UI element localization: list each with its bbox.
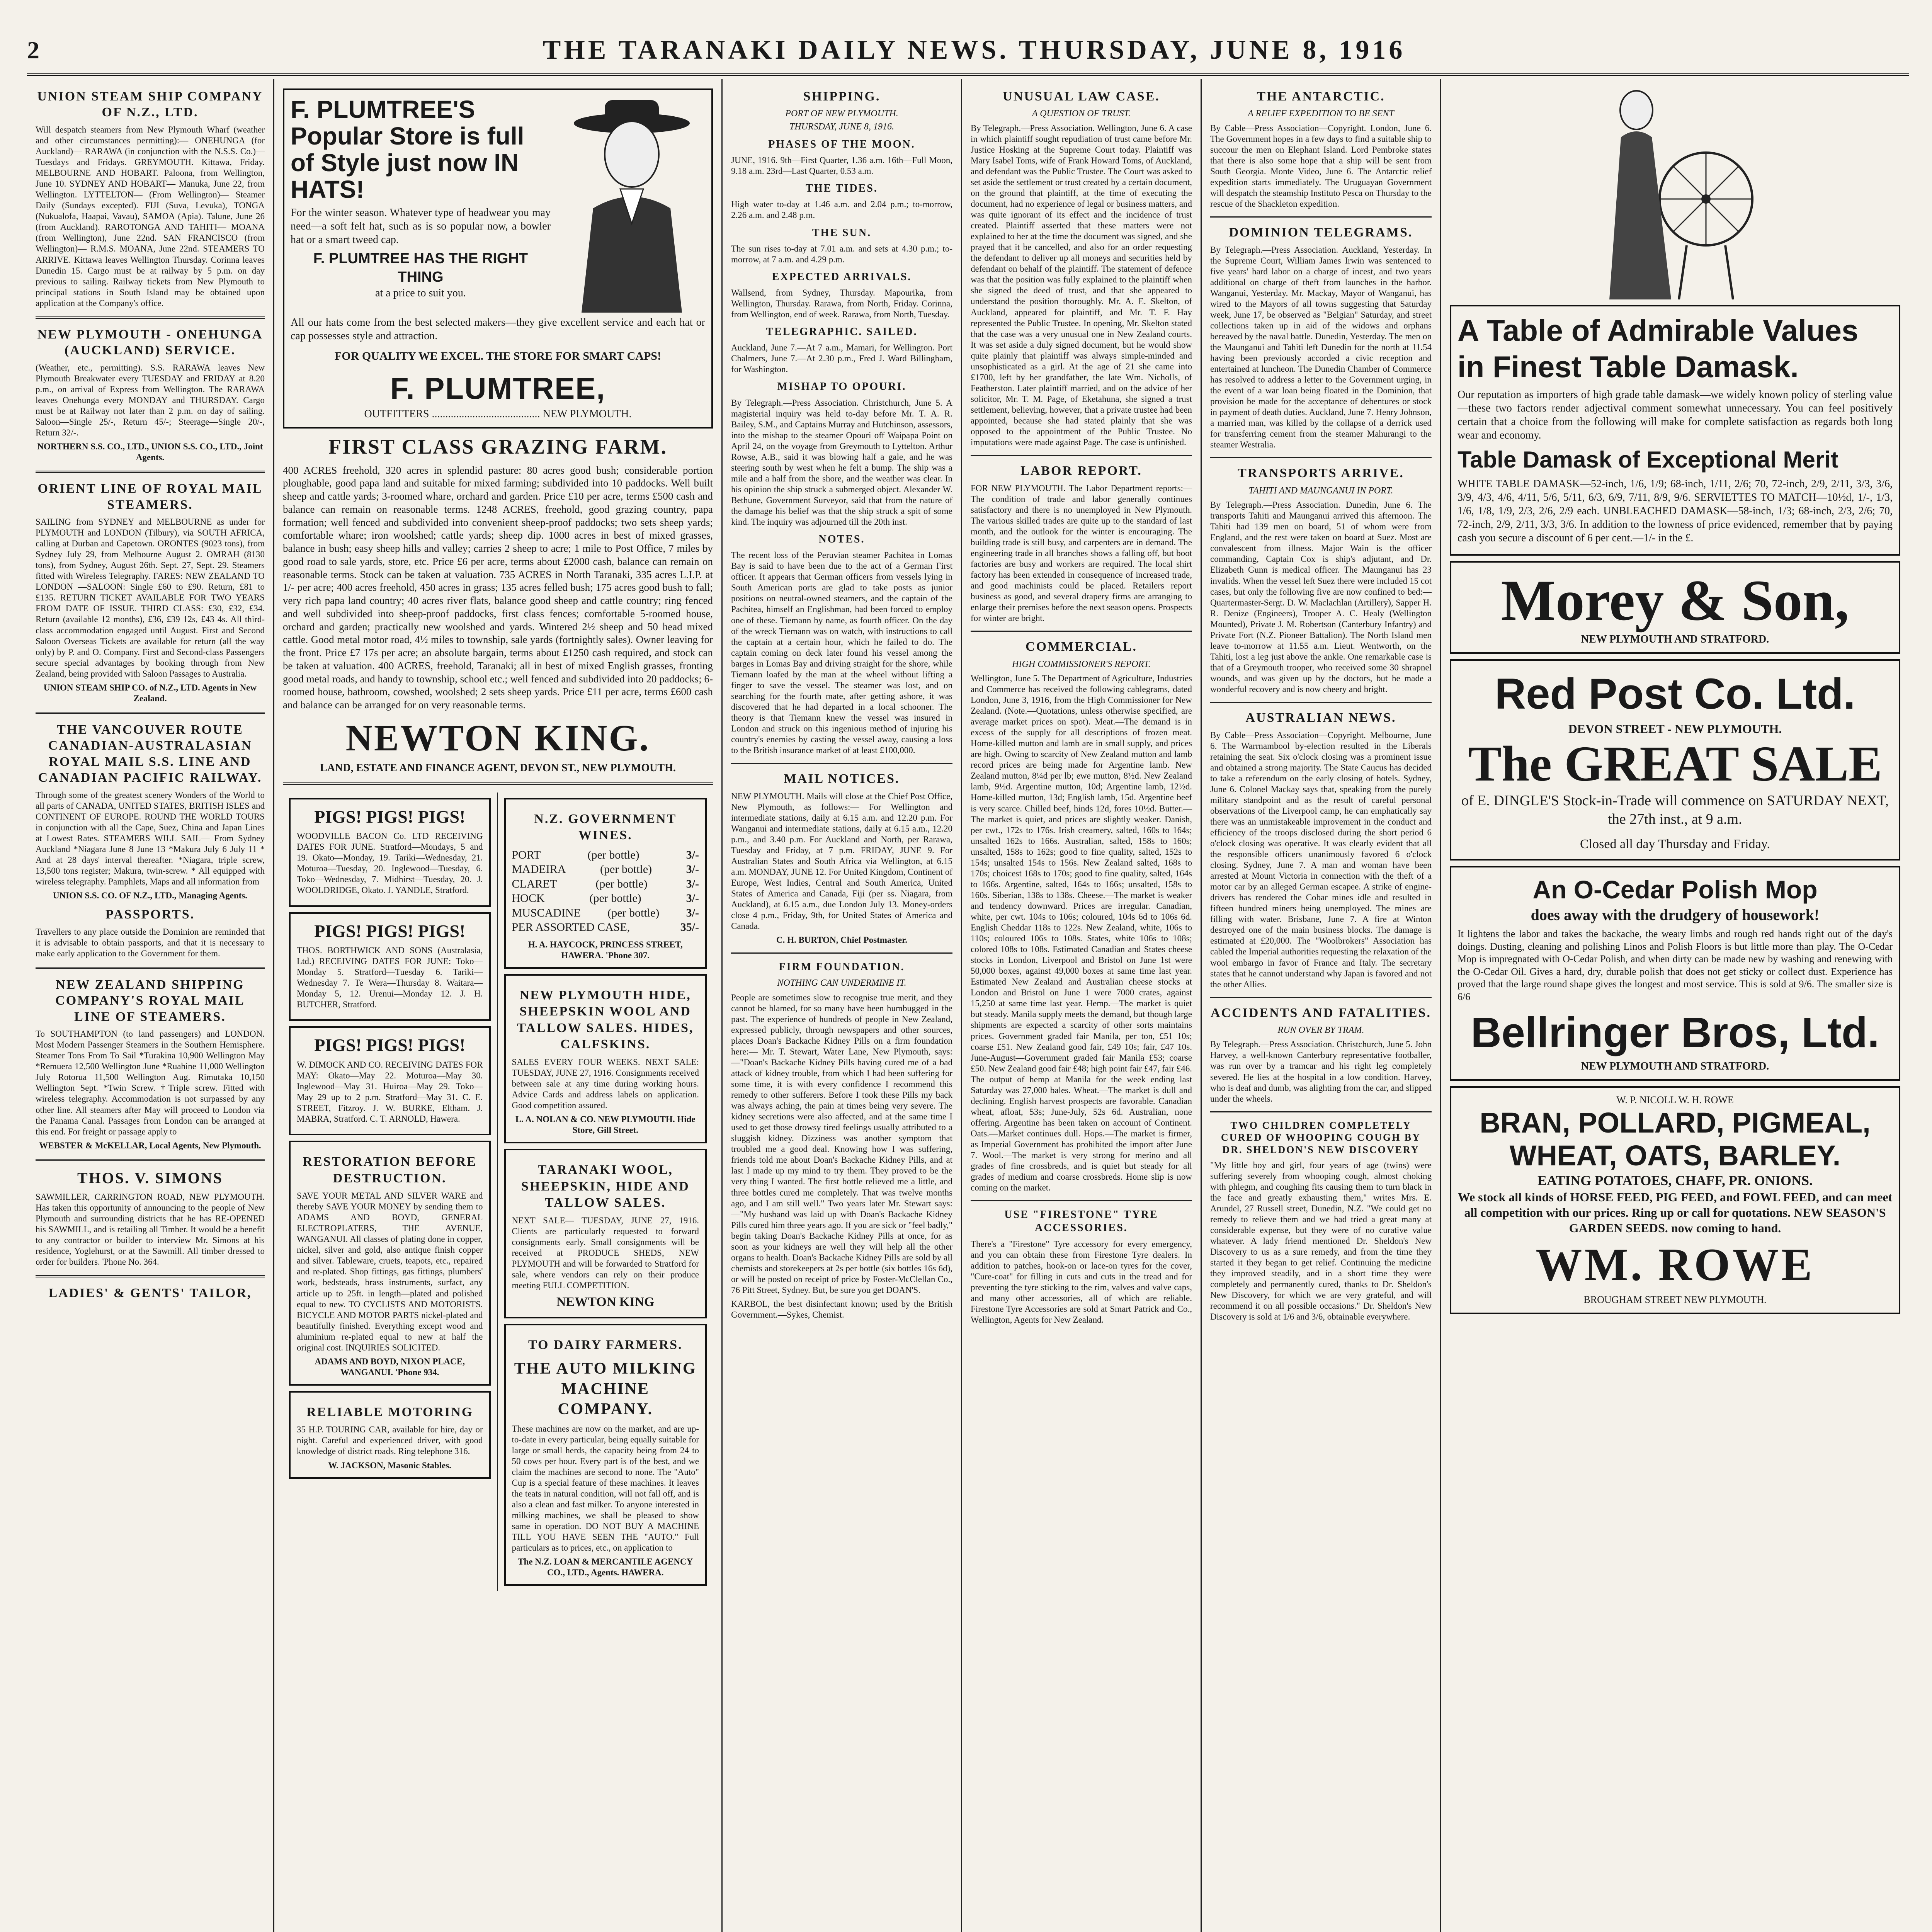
commercial-body: Wellington, June 5. The Department of Agriculture, Industries and Commerce has received the following cablegrams, dated London, June 3, 1916, from the High Commissioner for New Zealand. (Note.—Quotations, unless otherwise specified, are average market prices on spot). Meat.—The demand is in excess of the supply for all descriptions of frozen meat. Home-killed mutton and lamb are in small supply, and prices are high. Owing to scarcity of New Zealand mutton and lamb record prices are being made for Argentine lamb. New Zealand mutton, 8¼d per lb; ewe mutton, 8½d. New Zealand lamb, 9½d. Argentine mutton, 10d; Argentine lamb, 12½d. Home-killed mutton, 13d; English lamb, 15d. Argentine beef is very scarce. Chilled beef, hinds 12d, fores 10½d. Butter.—The market is quiet, and prices are slightly weaker. Danish, per cwt., 172s to 176s. Irish creamery, salted, 160s to 164s; unsalted 162s to 166s. Australian, salted, 158s to 160s; unsalted, 158s to 162s; good to fine quality, salted, 152s to 154s; unsalted 154s to 156s. New Zealand salted, 168s to 170s; choicest 168s to 170s; good to fine quality, salted, 164s to 166s. Argentine, salted, 164s to 166s; unsalted, 158s to 160s. Siberian, 138s to 138s. Cheese.—The market is weaker and tendency downward. Prices are irregular. Canadian, white, per cwt. 104s to 106s; coloured, 104s 6d to 106s 6d. English Cheddar 118s to 122s. New Zealand, white, 106s to 110s; coloured 106s to 108s. States, white 106s to 108s; colored 108s to 108s. Estimated Canadian and States cheese stocks in London, Liverpool and Bristol on June 1st were 50,000 boxes, against 49,000 boxes at same time last year. Estimated New Zealand and Australian cheese stocks at London and Bristol on June 1 were 7000 crates, against 15,250 at same time last year. Hemp.—The market is quiet but steady. Manila supply meets the demand, but though large shipments are expected a scarcity of other sorts maintains prices. Government graded fair Manila, per ton, £51 10s; coarse £51. New Zealand good fair, £49 10s; fair, £47 10s. June-August—Government graded fair Manila £53; coarse £50. New Zealand good fair £48; high point fair £47, fair £46. The output of hemp at Manila for the week ending last Saturday was 27,000 bales. Wheat.—The market is dull and declining. English harvest prospects are favorable. Canadian wheat, afloat, 53s; June-July, 52s 6d. Australian, none offering. Argentine has been taken on account of Continent. Oats.—Market continues dull. Hops.—The market is firmer, as Imperial Government has prohibited the import after June 7. Wool.—The market is very strong for merino and all grades of fine crossbreds, and is quiet but steady for all grades of medium and coarse crossbreds. Home slip is now coming on the market. xyxy=(971,673,1192,1193)
wine-price: 3/- xyxy=(686,848,699,861)
mishap-heading: MISHAP TO OPOURI. xyxy=(777,381,906,393)
divider xyxy=(36,712,265,714)
orient-agents: UNION STEAM SHIP CO. of N.Z., LTD. Agents in New Zealand. xyxy=(43,682,257,703)
npo-agents: NORTHERN S.S. CO., LTD., UNION S.S. CO., LTD., Joint Agents. xyxy=(37,442,263,463)
antarctic-body: By Cable—Press Association—Copyright. London, June 6. The Government hopes in a few days to find a suitable ship to succour the men on Elephant Island. Lord Pembroke states that there is also some hope that a ship will be sent from South Georgia. Monte Video, June 6. The Antarctic relief expedition starts immediately. The Uruguayan Government will despatch the steamship Instituto Pesca on Thursday to the rescue of the Shackleton expedition. xyxy=(1210,123,1432,209)
notes-heading: NOTES. xyxy=(818,533,865,546)
wine-unit: (per bottle) xyxy=(600,863,652,876)
ads-right-col xyxy=(498,793,713,1591)
mail-heading: MAIL NOTICES. xyxy=(784,772,900,786)
divider xyxy=(36,471,265,473)
motoring-agent: W. JACKSON, Masonic Stables. xyxy=(328,1460,452,1470)
commercial-heading: COMMERCIAL. xyxy=(1026,639,1137,654)
australian-heading: AUSTRALIAN NEWS. xyxy=(1245,711,1396,725)
dairy-heading: TO DAIRY FARMERS. xyxy=(528,1337,683,1352)
wine-item xyxy=(512,891,699,906)
dominion-body: By Telegraph.—Press Association. Auckland, Yesterday. In the Supreme Court, William James Irwin was sentenced to five years' hard labor on a charge of incest, and two years additional on charge of theft from launches in the harbor. Wanganui, Yesterday. Mr. Mackay, Mayor of Wanganui, has wired to the Mayors of all towns suggesting that Saturday week, June 17, be observed as "Belgian" Saturday, and street collections taken up in aid of the widows and orphans bereaved by the naval battle. Dunedin, Yesterday. The men on the Maunganui and Tahiti left Dunedin for the north at 11.54 having been previously accorded a civic reception and entertained at luncheon. The Dunedin Chamber of Commerce has resolved to address a letter to the Government urging, in the event of a war loan being floated in the Dominion, that provision be made for the acceptance of debentures or stock in payment of death duties. Auckland, June 7. Henry Johnson, a married man, was killed by the collapse of a derrick used for transferring cement from the steamer Mahurangi to the steamer Westralia. xyxy=(1210,245,1432,450)
farm-heading: FIRST CLASS GRAZING FARM. xyxy=(328,435,668,458)
divider xyxy=(971,1200,1192,1201)
man-in-hat-illustration xyxy=(558,96,705,313)
damask-ad xyxy=(1450,305,1900,556)
bellringer-name: Bellringer Bros, Ltd. xyxy=(1471,1009,1879,1057)
restoration-ad xyxy=(289,1141,491,1386)
column-cable-news xyxy=(1202,79,1441,1932)
port-date: THURSDAY, JUNE 8, 1916. xyxy=(789,121,895,132)
plumtree-right-thing: F. PLUMTREE HAS THE RIGHT THING xyxy=(313,250,528,285)
red-post-ad xyxy=(1450,659,1900,861)
commercial-subheading: HIGH COMMISSIONER'S REPORT. xyxy=(1012,659,1151,669)
ads-left-col xyxy=(283,793,498,1591)
hide-heading: NEW PLYMOUTH HIDE, SHEEPSKIN WOOL AND TALLOW SALES. HIDES, CALFSKINS. xyxy=(517,988,694,1052)
divider xyxy=(36,1275,265,1277)
transports-heading: TRANSPORTS ARRIVE. xyxy=(1238,466,1404,481)
great-sale-body: of E. DINGLE'S Stock-in-Trade will commence on SATURDAY NEXT, the 27th inst., at 9 a.m. xyxy=(1461,793,1889,827)
tailor-heading: LADIES' & GENTS' TAILOR, xyxy=(48,1286,252,1300)
sun-heading: THE SUN. xyxy=(812,226,872,239)
damask-prices: WHITE TABLE DAMASK—52-inch, 1/6, 1/9; 68-inch, 1/11, 2/6; 70, 72-inch, 2/9, 2/11, 3/3, 3/6, 3/9, 4/3, 4/6, 4/11, 5/6, 5/11, 6/3, 6/9, 7/11, 8/9, 9/6. SERVIETTES TO MATCH—10½d, 1/-, 1/3, 1/6, 1/8, 1/9, 2/3, 2/6, 2/9 each. UNBLEACHED DAMASK—58-inch, 1/3; 68-inch, 2/3, 2/6; 70, 72-inch, 2/9, 2/11, 3/3, 3/6. In addition to the lowness of price evidenced, remember that by paying cash you secure a discount of 6 per cent.—1/- in the £. xyxy=(1458,478,1893,544)
red-post-name: Red Post Co. Ltd. xyxy=(1495,670,1855,718)
wine-item xyxy=(512,877,699,891)
wine-unit: (per bottle) xyxy=(589,892,641,905)
npo-body: (Weather, etc., permitting). S.S. RARAWA leaves New Plymouth Breakwater every TUESDAY and FRIDAY at 8.20 p.m., on arrival of Express from Wellington. The RARAWA leaves Onehunga every MONDAY and THURSDAY. Cargo must be at Railway not later than 2 p.m. on day of sailing. Saloon—Single 25/-, Return 45/-; Steerage—Single 20/-, Return 32/-. xyxy=(36,362,265,437)
restoration-agent: ADAMS AND BOYD, NIXON PLACE, WANGANUI. 'Phone 934. xyxy=(315,1356,465,1377)
rowe-products: BRAN, POLLARD, PIGMEAL, WHEAT, OATS, BARLEY. xyxy=(1480,1107,1871,1172)
wine-price: 3/- xyxy=(686,877,699,890)
damask-subheadline: Table Damask of Exceptional Merit xyxy=(1458,447,1838,473)
divider xyxy=(971,455,1192,456)
mishap-body: By Telegraph.—Press Association. Christchurch, June 5. A magisterial inquiry was held to-day before Mr. T. A. R. Bailey, S.M., and Captains Murray and Hutchinson, assessors, into the mishap to the steamer Opouri off Waipapa Point on April 24, on the voyage from Greymouth to Lyttelton. Arthur Rowse, A.B., said it was blowing half a gale, and he was steering south by west when he felt a bump. The ship was a mile and a half from the shore, and the weather was clear. In his opinion the ship struck a submerged object. Alexander W. Bethune, Government Surveyor, said that from the nature of the damage his belief was that the ship struck a spit of some kind. The inquiry was adjourned till the 20th inst. xyxy=(731,398,952,527)
plumtree-name: F. PLUMTREE, xyxy=(390,371,605,405)
ocedar-ad xyxy=(1450,866,1900,1081)
columns xyxy=(27,79,1909,1932)
passports-body: Travellers to any place outside the Dominion are reminded that it is advisable to obtain passports, and that it is necessary to make early application to the Government for them. xyxy=(36,927,265,958)
pigs-heading: PIGS! PIGS! PIGS! xyxy=(314,1035,466,1055)
whooping-heading: TWO CHILDREN COMPLETELY CURED OF WHOOPING COUGH BY DR. SHELDON'S NEW DISCOVERY xyxy=(1221,1119,1421,1156)
nzsc-agents: WEBSTER & McKELLAR, Local Agents, New Plymouth. xyxy=(39,1140,261,1150)
divider xyxy=(36,316,265,319)
motoring-ad xyxy=(289,1391,491,1479)
restoration-heading: RESTORATION BEFORE DESTRUCTION. xyxy=(303,1155,477,1185)
wines-heading: N.Z. GOVERNMENT WINES. xyxy=(534,811,677,843)
accidents-heading: ACCIDENTS AND FATALITIES. xyxy=(1211,1005,1431,1020)
accidents-subheading: RUN OVER BY TRAM. xyxy=(1277,1025,1364,1036)
divider xyxy=(731,952,952,954)
antarctic-subheading: A RELIEF EXPEDITION TO BE SENT xyxy=(1248,109,1394,119)
wine-item xyxy=(512,862,699,877)
wines-agent: H. A. HAYCOCK, PRINCESS STREET, HAWERA. 'Phone 307. xyxy=(528,939,683,960)
farm-body: 400 ACRES freehold, 320 acres in splendid pasture: 80 acres good bush; considerable portion ploughable, good papa land and suitable for mixed farming; subdivided into 10 paddocks. Well built sheep and cattle yards; 3-roomed whare, orchard and garden. Price £10 per acre, terms £500 cash and balance can remain on reasonable terms. 1248 ACRES, freehold, good grazing country, papa formation; well fenced and subdivided into convenient sheep-proof paddocks; two sets sheep yards; comfortable whare; iron woolshed; cattle yards; sheep dip. 1000 acres in best of mixed grasses, balance in bush; easy sheep hills and valley; carries 2 sheep to acre; 1 mile to Post Office, 7 miles by good road to sale yards, store, etc. Price £6 per acre, terms about £2000 cash, balance can remain on reasonable terms. Stock can be taken at valuation. 735 ACRES in North Taranaki, 335 acres L.I.P. at 1/- per acre; 400 acres freehold, 450 acres in grass; 135 acres felled bush; 175 acres good bush to fall; very rich papa land country; 40 acres river flats, balance good sheep and cattle country; ring fenced and well subdivided into sheep-proof paddocks, first class fences; comfortable 5-roomed house, orchard and garden; practically new woolshed and yards. Wintered 2½ sheep and 50 head mixed cattle. Good metal motor road, 4½ miles to township, sale yards (fortnightly sales). Owner leaving for the front. Price £7 17s per acre; an absolute bargain, terms about £1250 cash required, and stock can be taken at valuation. 400 ACRES, freehold, Taranaki; all in best of mixed English grasses, fronting good metal roads, and handy to township, school etc.; well fenced and subdivided into 20 paddocks; 6-roomed house, bathroom, cowshed, woolshed; 2 sets sheep yards. Price £11 per acre, terms £600 cash and balance can be arranged for on very reasonable terms. xyxy=(283,464,713,711)
auto-heading: THE AUTO MILKING MACHINE COMPANY. xyxy=(514,1360,697,1418)
page-number: 2 xyxy=(27,36,39,64)
firm-subheading: NOTHING CAN UNDERMINE IT. xyxy=(777,978,906,988)
port-name: PORT OF NEW PLYMOUTH. xyxy=(785,109,898,119)
arrivals-heading: EXPECTED ARRIVALS. xyxy=(772,270,912,283)
motoring-heading: RELIABLE MOTORING xyxy=(306,1405,473,1419)
column-shipping-news xyxy=(723,79,962,1932)
hide-agent: L. A. NOLAN & CO. NEW PLYMOUTH. Hide Store, Gill Street. xyxy=(515,1114,696,1135)
damask-intro: Our reputation as importers of high grade table damask—we widely known policy of sterling value—these two factors render adjectival comment somewhat unnecessary. You can feel positively certain that a choice from the following will make for complete satisfaction as regards both long wear and economy. xyxy=(1458,389,1893,442)
moon-heading: PHASES OF THE MOON. xyxy=(768,138,915,150)
passports-heading: PASSPORTS. xyxy=(105,907,195,922)
nzsc-body: To SOUTHAMPTON (to land passengers) and LONDON. Most Modern Passenger Steamers in the Southern Hemisphere. Steamer Tons From To Sail *Turakina 10,900 Wellington May *Remuera 12,500 Wellington June *Ruahine 11,000 Wellington July Rotorua 11,500 Wellington Aug. Rimutaka 10,150 Wellington Sept. *Twin Screw. †Triple screw. Fitted with wireless telegraphy. Accommodation is not surpassed by any other line. All steamers after May will proceed to London via the Panama Canal. Passages from London can be arranged at this end. For freight or passage apply to xyxy=(36,1029,265,1136)
labor-heading: LABOR REPORT. xyxy=(1020,464,1142,478)
newton-king-name: NEWTON KING. xyxy=(345,717,650,759)
plumtree-ad xyxy=(283,88,713,429)
orient-body: SAILING from SYDNEY and MELBOURNE as under for PLYMOUTH and LONDON (Tilbury), via SOUTH AFRICA, calling at Durban and Capetown. ORONTES (9023 tons), from Sydney July 29, from Melbourne August 2. OMRAH (8130 tons), from Sydney, August 26th. Sept. 27, Sept. 29. Steamers fitted with Wireless Telegraphy. FARES: NEW ZEALAND TO LONDON —SALOON: Single £60 to £90. Return, £81 to £135. RETURN TICKET AVAILABLE FOR TWO YEARS FROM DATE OF ISSUE. THIRD CLASS: £30, £32, £34. Return (available 12 months), £36, £39 12s, £43 4s. All third-class accommodation engaged until August. First and Second Saloon Overseas Tickets are available for return (all the way only) by P. and O. Company. First and Second-class Passengers secure special advantages by booking through from New Zealand, being provided with Saloon Passages to Australia. xyxy=(36,517,265,679)
telegraphic-body: Auckland, June 7.—At 7 a.m., Mamari, for Wellington. Port Chalmers, June 7.—At 2.30 p.m., Fred J. Ward Billingham, for Washington. xyxy=(731,343,952,374)
rowe-ad xyxy=(1450,1086,1900,1314)
pigs-ad-borthwick xyxy=(289,912,491,1021)
morey-ad xyxy=(1450,561,1900,654)
law-heading: UNUSUAL LAW CASE. xyxy=(1003,89,1160,104)
pigs-body: WOODVILLE BACON Co. LTD RECEIVING DATES FOR JUNE. Stratford—Mondays, 5 and 19. Okato—Monday, 19. Tariki—Wednesday, 21. Moturoa—Tuesday, 20. Inglewood—Tuesday, 6. Toko—Wednesday, 7. Midhirst—Tuesday, 20. J. WOOLDRIDGE, Okato. J. YANDLE, Stratford. xyxy=(297,831,483,895)
wine-name: PER ASSORTED CASE, xyxy=(512,921,630,934)
mail-signature: C. H. BURTON, Chief Postmaster. xyxy=(776,935,908,945)
npo-heading: NEW PLYMOUTH - ONEHUNGA (AUCKLAND) SERVICE. xyxy=(37,327,263,358)
wine-price: 3/- xyxy=(686,863,699,876)
vancouver-body: Through some of the greatest scenery Wonders of the World to all parts of CANADA, UNITED STATES, BRITISH ISLES and CONTINENT OF EUROPE. ROUND THE WORLD TOURS in conjunction with all the Cape, Suez, China and Japan Lines at Lowest Rates. STEAMERS WILL SAIL— From Sydney Auckland *Niagara June 8 June 13 *Makura July 6 July 11 * And at 28 days' interval thereafter. *Niagara, triple screw, 13,500 tons register; Makura, twin-screw. * All equipped with wireless telegraphy. Pamphlets, Maps and all information from xyxy=(36,790,265,887)
divider xyxy=(36,1159,265,1161)
wines-ad xyxy=(504,798,707,969)
whooping-body: "My little boy and girl, four years of age (twins) were suffering severely from whooping cough, almost choking with phlegm, and coughing fits causing them to turn black in the face and greatly exhausting them," writes Mrs. E. Arundel, 27 Russell street, Dunedin, N.Z. "We could get no remedy to relieve them and we had tried a great many at considerable expense, but they were of no curative value whatever. A lady friend mentioned Dr. Sheldon's New Discovery to us as a sure remedy, and from the time they started it they began to get relief. Continuing the medicine they improved steadily, and in a short time they were completely and permanently cured, thanks to Dr. Sheldon's New Discovery, for which we are very grateful, and will recommend it on all possible occasions." Dr. Sheldon's New Discovery is sold at 1/6 and 3/6, obtainable everywhere. xyxy=(1210,1160,1432,1322)
telegraphic-heading: TELEGRAPHIC. SAILED. xyxy=(766,326,918,338)
vancouver-heading: THE VANCOUVER ROUTE CANADIAN-AUSTRALASIAN ROYAL MAIL S.S. LINE AND CANADIAN PACIFIC RAILWAY. xyxy=(38,722,262,785)
wine-item xyxy=(512,906,699,920)
damask-headline: A Table of Admirable Values in Finest Table Damask. xyxy=(1458,313,1859,384)
usc-heading: UNION STEAM SHIP COMPANY OF N.Z., LTD. xyxy=(37,89,263,120)
motoring-body: 35 H.P. TOURING CAR, available for hire, day or night. Careful and experienced driver, with good knowledge of district roads. Ring telephone 316. xyxy=(297,1425,483,1456)
column-ads-middle xyxy=(274,79,723,1932)
labor-body: FOR NEW PLYMOUTH. The Labor Department reports:—The condition of trade and labor generally continues satisfactory and there is no unemployed in New Plymouth. The various skilled trades are quite up to the standard of last month, and the outlook for the winter is encouraging. The building trade is still busy, and carpenters are in demand. The engineering trade in all branches shows a falling off, but boot factories are busy and workers are required. The local shirt factory has been extended in consequence of increased trade, and good machinists could be placed. Retailers report business as good, and several drapery firms are arranging to enlarge their premises before the next season opens. Prospects for winter are bright. xyxy=(971,483,1192,623)
firm-heading: FIRM FOUNDATION. xyxy=(779,961,905,973)
ocedar-heading: An O-Cedar Polish Mop xyxy=(1532,875,1818,904)
tides-heading: THE TIDES. xyxy=(806,182,878,195)
auto-milking-ad xyxy=(504,1324,707,1586)
law-subheading: A QUESTION OF TRUST. xyxy=(1032,109,1131,119)
auto-agent: The N.Z. LOAN & MERCANTILE AGENCY CO., LTD., Agents. HAWERA. xyxy=(518,1557,693,1578)
wool-body: NEXT SALE— TUESDAY, JUNE 27, 1916. Clients are particularly requested to forward consignments early. Small consignments will be received at PRODUCE SHEDS, NEW PLYMOUTH and will be forwarded to Stratford for sale, where vendors can rely on their produce meeting FULL COMPETITION. xyxy=(512,1215,699,1290)
wool-agent: NEWTON KING xyxy=(556,1295,655,1309)
rowe-name: WM. ROWE xyxy=(1536,1239,1815,1291)
ocedar-subheading: does away with the drudgery of housework! xyxy=(1531,906,1820,924)
pigs-ad-dimock xyxy=(289,1026,491,1135)
column-shipping-ads xyxy=(27,79,274,1932)
moon-body: JUNE, 1916. 9th—First Quarter, 1.36 a.m. 16th—Full Moon, 9.18 a.m. 23rd—Last Quarter, 0.53 a.m. xyxy=(731,155,952,176)
transports-subheading: TAHITI AND MAUNGANUI IN PORT. xyxy=(1248,485,1393,496)
wine-price: 3/- xyxy=(686,906,699,919)
divider xyxy=(1210,216,1432,218)
hide-sales-ad xyxy=(504,974,707,1143)
divider xyxy=(36,967,265,969)
divider xyxy=(1210,1111,1432,1112)
tyre-heading: USE "FIRESTONE" TYRE ACCESSORIES. xyxy=(1004,1209,1158,1234)
nzsc-heading: NEW ZEALAND SHIPPING COMPANY'S ROYAL MAIL LINE OF STEAMERS. xyxy=(55,977,245,1024)
plumtree-text: For the winter season. Whatever type of headwear you may need—a soft felt hat, such as is so popular now, a bowler hat or a smart tweed cap. xyxy=(291,207,551,246)
wine-price: 35/- xyxy=(680,921,699,934)
newton-king-sub: LAND, ESTATE AND FINANCE AGENT, DEVON ST., NEW PLYMOUTH. xyxy=(320,762,676,774)
tyre-body: There's a "Firestone" Tyre accessory for every emergency, and you can obtain these from Firestone Tyre dealers. In addition to patches, hook-on or lace-on tyres for the cover, "Cure-coat" for filling in cuts and cuts in the tread and for preventing the tyre sticking to the rim, valves and valve caps, and many other accessories, all of which are reliable. Firestone Tyre Accessories are sold at Smart Patrick and Co., Wellington, Agents for New Zealand. xyxy=(971,1239,1192,1325)
tides-body: High water to-day at 1.46 a.m. and 2.04 p.m.; to-morrow, 2.26 a.m. and 2.48 p.m. xyxy=(731,199,952,220)
morey-location: NEW PLYMOUTH AND STRATFORD. xyxy=(1581,633,1769,646)
auto-body: These machines are now on the market, and are up-to-date in every particular, being equally suitable for large or small herds, the capacity being from 24 to 50 cows per hour. Every part is of the best, and we claim the machines are second to none. The "Auto" Cup is a special feature of these machines. It leaves the teats in natural condition, will not fall off, and is also a clean and fast milker. To anyone interested in milking machines, we shall be pleased to show same in operation. DO NOT BUY A MACHINE TILL YOU HAVE SEEN THE "AUTO." Full particulars as to prices, etc., on application to xyxy=(512,1423,699,1553)
simons-heading: THOS. V. SIMONS xyxy=(77,1169,223,1187)
orient-heading: ORIENT LINE OF ROYAL MAIL STEAMERS. xyxy=(37,481,263,512)
dominion-heading: DOMINION TELEGRAMS. xyxy=(1229,225,1413,240)
sun-body: The sun rises to-day at 7.01 a.m. and sets at 4.30 p.m.; to-morrow, at 7 a.m. and 4.29 p.m. xyxy=(731,243,952,264)
wine-unit: (per bottle) xyxy=(595,877,648,890)
plumtree-footer: OUTFITTERS ........................................ NEW PLYMOUTH. xyxy=(364,408,632,420)
plumtree-body: All our hats come from the best selected makers—they give excellent service and each hat or cap possesses style and attraction. xyxy=(291,316,705,342)
wine-item xyxy=(512,920,699,935)
wine-name: MADEIRA xyxy=(512,863,566,876)
wool-sales-ad xyxy=(504,1149,707,1318)
masthead xyxy=(27,27,1909,76)
firm-body: People are sometimes slow to recognise true merit, and they cannot be blamed, for so many have been humbugged in the past. The experience of hundreds of people in New Zealand, expressed publicly, through newspapers and other sources, places Doan's Backache Kidney Pills on a firm foundation here:— Mr. T. Stewart, Water Lane, New Plymouth, says:—"Doan's Backache Kidney Pills having cured me of a bad attack of kidney trouble, from which I had been suffering for some time, it is with every confidence I recommend this remedy to other sufferers. Before I took these Pills my back was always aching, the pain at times being very severe. The kidney secretions were also affected, and at the same time I used to get those drowsy tired feelings usually attributed to a sluggish kidney. Dizziness was another symptom that troubled me a good deal. Knowing how I was suffering, friends told me about Doan's Backache Kidney Pills, and at last I made up my mind to try them. They proved to be the very thing I wanted. The first bottle relieved me a little, and three bottles cured me completely. That was twelve months ago, and I am still well." Two years later Mr. Stewart says:—"My husband was laid up with Doan's Backache Kidney Pills cured him three years ago. If you are sick or "feel badly," begin taking Doan's Backache Kidney Pills at once, for as soon as your kidneys are well they will help all the other organs to health. Doan's Backache Kidney Pills are sold by all chemists and storekeepers at 2s per bottle (six bottles 16s 6d), or will be posted on receipt of price by Foster-McClellan Co., 76 Pitt Street, Sydney. But, be sure you get DOAN'S. xyxy=(731,992,952,1295)
ocedar-body: It lightens the labor and takes the backache, the weary limbs and rough red hands right out of the day's doings. Dusting, cleaning and polishing Linos and Polish Floors is but little more than play. The O-Cedar Mop is impregnated with O-Cedar Polish, and when dirty can be made new by washing and renewing with the O-Cedar Oil. Gives a hard, dry, durable polish that does not get sticky or collect dust. Experience has proved that the large round shape gives the longest and most service. This is sold at 9/6. The smaller size is 6/6 xyxy=(1458,928,1893,1002)
pigs-body: THOS. BORTHWICK AND SONS (Australasia, Ltd.) RECEIVING DATES FOR JUNE: Toko—Monday 5. Stratford—Tuesday 6. Tariki—Wednesday 7. Te Wera—Thursday 8. Waitara—Monday 5, 12. Urenui—Monday 12. J. H. BUTCHER, Stratford. xyxy=(297,946,483,1010)
transports-body: By Telegraph.—Press Association. Dunedin, June 6. The transports Tahiti and Maunganui arrived this afternoon. The Tahiti had 139 men on board, 51 of whom were from England, and the rest were taken on board at Suez. Most are convalescent from illness. Major Wain is the officer commanding, Captain Cox is ship's adjutant, and Dr. Elizabeth Gunn is medical officer. The Maunganui has 23 invalids. When the vessel left Suez there were included 15 cot cases, but only the following five are now confined to bed:—Quartermaster-Sergt. D. W. Maclachlan (Artillery), Sapper H. R. Denize (Engineers), Trooper A. C. Healy (Wellington Mounted), Private J. M. Robertson (Canterbury Infantry) and Private Fort (N.Z. Pioneer Battalion). The North Island men leave to-morrow at 11.55 a.m. Lieut. Wentworth, on the Tahiti, lost a leg just above the ankle. One remarkable case is that of a Greymouth trooper, who received some 30 shrapnel wounds, and was given up by the doctors, but he made a wonderful recovery and is now cheery and bright. xyxy=(1210,500,1432,694)
law-body: By Telegraph.—Press Association. Wellington, June 6. A case in which plaintiff sought repudiation of trust came before Mr. Justice Hosking at the Supreme Court today. Plaintiff was Mary Isabel Toms, wife of Frank Howard Toms, of Auckland, and defendant was the Public Trustee. The Court was asked to set aside the settlement or trust created by a certain document, on the ground that plaintiff, at the time of executing the document, had no experience of legal or business matters, and was quite ignorant of its effect and the incidence of trust created. Plaintiff asserted that these matters were not explained to her at the time the document was signed, and she prayed that it be cancelled, and also for an order requesting the defendant to deliver up all moneys and securities held by defendant on behalf of the plaintiff. The statement of defence was that the position was fully explained to the plaintiff when she signed the deed of trust, and that she appeared to understand the position thoroughly. Mr. A. E. Skelton, of Auckland, appeared for plaintiff, and Mr. T. F. Hay represented the Public Trustee. In opening, Mr. Skelton stated that the case was a very unusual one in New Zealand courts. It was set aside a duly signed document, but he would show quite plainly that plaintiff was always simple-minded and unsophisticated as a girl. At the age of 21 she came into £1700, left by her grandfather, the late Wm. Nicholls, of Featherston. Later plaintiff married, and on the advice of her solicitor, Mr. T. M. Page, of Eketahuna, she signed a trust settlement, believing, however, that a private trustee had been appointed, because she had stated plainly that she was opposed to the appointment of the Public Trustee. No imputations were made against Page. The case is unfinished. xyxy=(971,123,1192,447)
ads-grid xyxy=(283,793,713,1591)
australian-body: By Cable—Press Association—Copyright. Melbourne, June 6. The Warrnambool by-election resulted in the Liberals retaining the seat. Six o'clock closing was a prominent issue and obtained a strong majority. The State Caucus has decided to take a referendum on the early closing of hotels. Sydney, June 6. Colonel Mackay says that, speaking from the purely military standpoint and as the result of careful personal observations of the Liverpool camp, he can emphatically say there was an unmistakeable improvement in the conduct and efficiency of the troops disclosed during the short period 6 o'clock closing was operative. It was clearly evident that all the responsible officers unanimously favored 6 o'clock closing. Sydney, June 7. A man and woman have been arrested at Mount Victoria in connection with the theft of a motor car by an alleged German escapee. A strike of engine-drivers has rendered the Cobar mines idle and resulted in fifteen hundred miners being unemployed. The mines are filling with water. Brisbane, June 7. A fire at Winton destroyed one of the main business blocks. The damage is estimated at £20,000. The "Woolbrokers" Association has cabled the Imperial authorities requesting the relaxation of the wool embargo in favor of France and Italy. The secretary states that he cannot understand why Japan is favored and not the other Allies. xyxy=(1210,730,1432,989)
simons-body: SAWMILLER, CARRINGTON ROAD, NEW PLYMOUTH. Has taken this opportunity of announcing to the people of New Plymouth and surrounding districts that he has RE-OPENED his SAWMILL, and is retailing all Timber. It would be a benefit to any contractor or builder to interview Mr. Simons at his residence, Yoglehurst, or at the Sawmill. All timber dressed to order for builders. 'Phone No. 364. xyxy=(36,1192,265,1267)
divider xyxy=(1210,997,1432,998)
wine-unit: (per bottle) xyxy=(607,906,660,919)
divider xyxy=(731,763,952,764)
wool-heading: TARANAKI WOOL, SHEEPSKIN, HIDE AND TALLOW SALES. xyxy=(521,1163,690,1210)
great-sale-heading: The GREAT SALE xyxy=(1468,736,1882,792)
accidents-body: By Telegraph.—Press Association. Christchurch, June 5. John Harvey, a well-known Canterbury representative footballer, was run over by a tramcar and his right leg completely severed. He lies at the hospital in a low condition. Harvey, who is deaf and dumb, was alighting from the car, and slipped under the wheels. xyxy=(1210,1039,1432,1104)
divider xyxy=(971,631,1192,632)
pigs-ad-woodville xyxy=(289,798,491,907)
karbol-note: KARBOL, the best disinfectant known; used by the British Government.—Sykes, Chemist. xyxy=(731,1299,952,1320)
usc-body: Will despatch steamers from New Plymouth Wharf (weather and other circumstances permitting):— ONEHUNGA (for Auckland)— RARAWA (in conjunction with the N.S.S. Co.)—Tuesdays and Fridays. GREYMOUTH. Kittawa, Friday. MELBOURNE AND HOBART. Paloona, from Wellington, June 10. SYDNEY AND HOBART— Manuka, June 22, from Wellington. LYTTELTON— (From Wellington)— Steamer Daily (Sundays excepted). FIJI (Suva, Levuka), TONGA (Nukualofa, Haapai, Vavau), SAMOA (Apia). Talune, June 26 (from Auckland). RAROTONGA AND TAHITI— MOANA (from Wellington), June 22nd. SAN FRANCISCO (from Wellington)— R.M.S. MOANA, June 22nd. STEAMERS TO ARRIVE. Kittawa leaves Wellington Thursday. Corinna leaves Dunedin 15. Cargo must be at railway by 5 p.m. on day previous to sailing. Railway tickets from New Plymouth to principal stations in South Island may be obtained upon application at the Company's office. xyxy=(36,124,265,308)
shipping-heading: SHIPPING. xyxy=(803,89,881,104)
column-display-ads xyxy=(1441,79,1909,1932)
wine-name: PORT xyxy=(512,848,541,861)
pigs-heading: PIGS! PIGS! PIGS! xyxy=(314,806,466,827)
rowe-footer: BROUGHAM STREET NEW PLYMOUTH. xyxy=(1583,1294,1767,1306)
red-post-location: DEVON STREET - NEW PLYMOUTH. xyxy=(1568,722,1782,736)
pigs-heading: PIGS! PIGS! PIGS! xyxy=(314,921,466,941)
wines-list xyxy=(512,848,699,935)
newspaper-title: THE TARANAKI DAILY NEWS. THURSDAY, JUNE 8, 1916 xyxy=(543,35,1406,65)
plumtree-price: at a price to suit you. xyxy=(375,287,466,299)
hide-body: SALES EVERY FOUR WEEKS. NEXT SALE: TUESDAY, JUNE 27, 1916. Consignments received between sale at any time during working hours. Advice Cards and address labels on application. Good competition assured. xyxy=(512,1057,699,1111)
divider xyxy=(1210,457,1432,458)
wine-unit: (per bottle) xyxy=(587,848,639,861)
plumtree-quality: FOR QUALITY WE EXCEL. THE STORE FOR SMART CAPS! xyxy=(335,350,661,362)
column-law-commercial xyxy=(962,79,1202,1932)
wine-price: 3/- xyxy=(686,892,699,905)
notes-body: The recent loss of the Peruvian steamer Pachitea in Lomas Bay is said to have been due to the act of a German First officer. It appears that German officers from vessels lying in South American ports are glad to take posts as junior positions on neutral-owned steamers, and the captain of the Pachitea, himself an Englishman, had been forced to employ one of these. Tiemann by name, as fourth officer. On the day of the wreck Tiemann was on watch, with instructions to call the captain at a certain hour, which he failed to do. The captain coming on deck later found his vessel among the barges in Lomas Bay and driving straight for the shore, while Tiemann loafed by the man at the wheel without lifting a finger to save the vessel. The steamer was lost, and on searching for the fourth mate, after getting ashore, it was discovered that he had departed in a local schooner. The theory is that Tiemann knew the vessel was insured in London and struck on this ingenious method of injuring his country's enemies by casting the vessel away, causing a loss to the British insurance market of at least £100,000. xyxy=(731,550,952,755)
mail-body: NEW PLYMOUTH. Mails will close at the Chief Post Office, New Plymouth, as follows:— For Wellington and intermediate stations, daily at 6.15 a.m. and 12.20 p.m. For Wanganui and intermediate stations, daily at 6.15 a.m., 12.20 p.m., and 3.40 p.m. For Auckland and North, per Rarawa, Tuesday and Friday, at 7 p.m. FRIDAY, JUNE 9. For Australian States and South Africa via Wellington, at 6.15 a.m. MONDAY, JUNE 12. For United Kingdom, Continent of Europe, West Indies, Central and South America, United States of America and Canada, Fiji (per ss. Niagara, from Auckland), at 6.15 a.m., due London July 13. Money-orders close 4 p.m., Friday, 9th, for United States of America and Canada. xyxy=(731,791,952,931)
wine-item xyxy=(512,848,699,862)
morey-name: Morey & Son, xyxy=(1501,568,1849,633)
wine-name: CLARET xyxy=(512,877,557,890)
wine-name: HOCK xyxy=(512,892,545,905)
vancouver-agents: UNION S.S. CO. OF N.Z., LTD., Managing Agents. xyxy=(53,891,248,901)
plumtree-headline: F. PLUMTREE'S Popular Store is full of Style just now IN HATS! xyxy=(291,95,524,204)
antarctic-heading: THE ANTARCTIC. xyxy=(1257,89,1385,104)
rowe-body: We stock all kinds of HORSE FEED, PIG FEED, and FOWL FEED, and can meet all competition with our prices. Ring up or call for quotations. NEW SEASON'S GARDEN SEEDS. now coming to hand. xyxy=(1458,1190,1893,1235)
great-sale-footer: Closed all day Thursday and Friday. xyxy=(1580,837,1770,852)
arrivals-body: Wallsend, from Sydney, Thursday. Mapourika, from Wellington, Thursday. Rarawa, from North, Friday. Corinna, from Wellington, end of week. Rarawa, from North, Tuesday. xyxy=(731,287,952,319)
rowe-top: W. P. NICOLL W. H. ROWE xyxy=(1616,1094,1734,1105)
restoration-body: SAVE YOUR METAL AND SILVER WARE and thereby SAVE YOUR MONEY by sending them to ADAMS AND BOYD, GENERAL ELECTROPLATERS, THE AVENUE, WANGANUI. All classes of plating done in copper, nickel, silver and gold, also antique finish copper and silver. Tableware, cruets, teapots, etc., repaired and re-plated. Shop fittings, gas fittings, plumbers' work, bedsteads, brass instruments, surfact, any article up to 25ft. in length—plated and polished equal to new. TO CYCLISTS AND MOTORISTS. BICYCLE AND MOTOR PARTS nickel-plated and beautifully finished. Everything except wood and aluminium re-plated equal to new at half the original cost. INQUIRIES SOLICITED. xyxy=(297,1191,483,1352)
woman-spinning-wheel-illustration xyxy=(1594,83,1756,299)
pigs-body: W. DIMOCK AND CO. RECEIVING DATES FOR MAY: Okato—May 22. Moturoa—May 30. Inglewood—May 31. Huiroa—May 29. Toko—May 29 up to 2 p.m. Stratford—May 31. C. E. STREET, Fitzroy. J. W. BURKE, Eltham. J. MABRA, Stratford. C. T. ARNOLD, Hawera. xyxy=(297,1060,483,1124)
wine-name: MUSCADINE xyxy=(512,906,581,919)
divider xyxy=(1210,702,1432,703)
divider xyxy=(283,782,713,785)
bellringer-location: NEW PLYMOUTH AND STRATFORD. xyxy=(1581,1060,1769,1072)
rowe-line: EATING POTATOES, CHAFF, PR. ONIONS. xyxy=(1537,1173,1813,1189)
